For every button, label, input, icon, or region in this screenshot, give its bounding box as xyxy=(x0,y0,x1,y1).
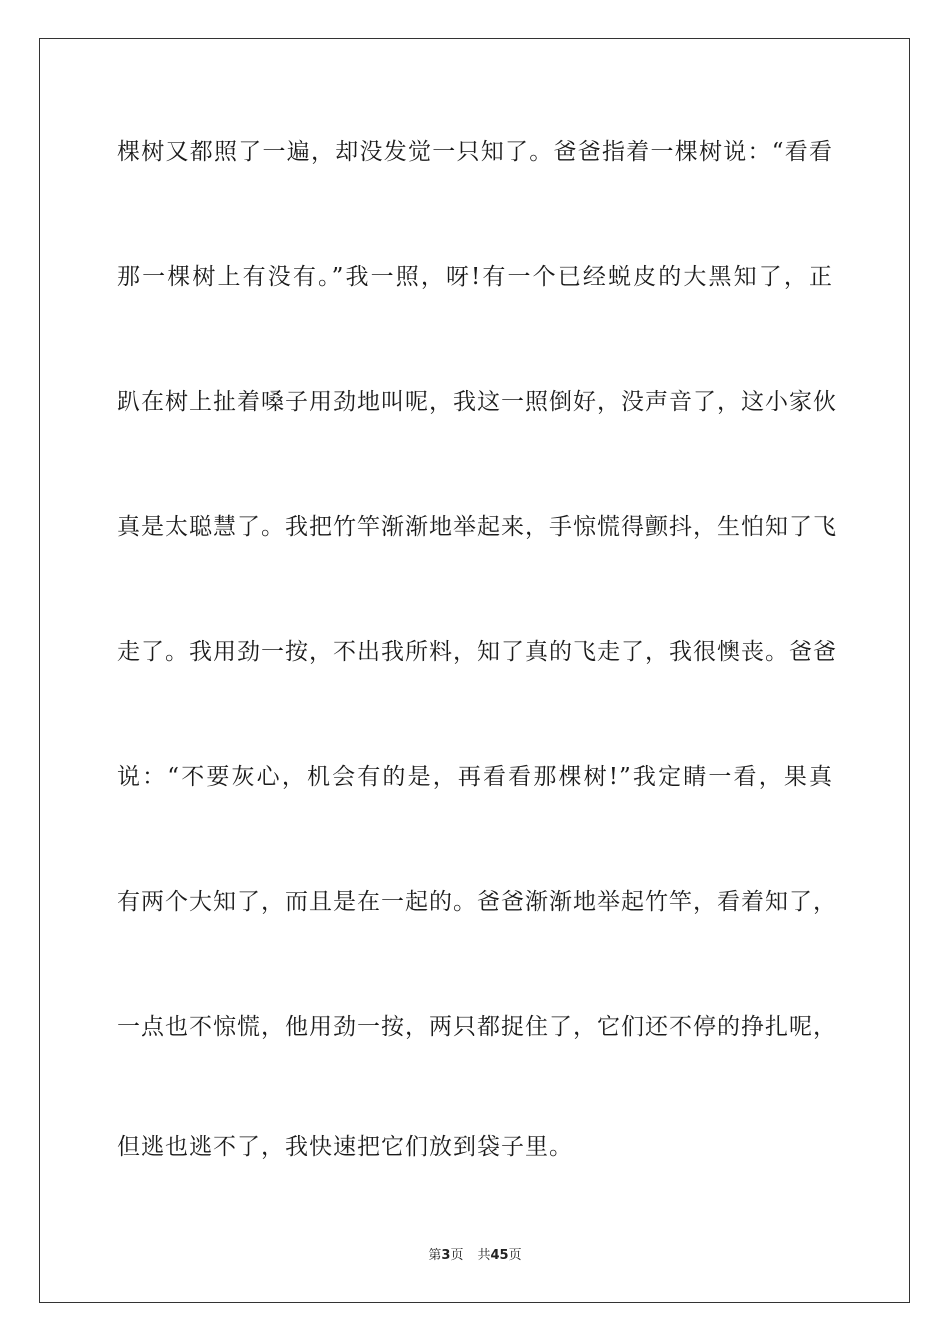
text-line: 有两个大知了，而且是在一起的。爸爸渐渐地举起竹竿，看着知了， xyxy=(117,889,837,915)
text-line: 棵树又都照了一遍，却没发觉一只知了。爸爸指着一棵树说：“看看 xyxy=(117,139,833,165)
text-line: 走了。我用劲一按，不出我所料，知了真的飞走了，我很懊丧。爸爸 xyxy=(117,639,837,665)
page-border xyxy=(39,38,910,1303)
text-line: 那一棵树上有没有。”我一照，呀!有一个已经蜕皮的大黑知了，正 xyxy=(117,264,833,290)
page-number: 3 xyxy=(441,1248,451,1263)
page-label-suffix: 页 xyxy=(450,1248,464,1263)
total-label-prefix: 共 xyxy=(477,1248,491,1263)
page-footer xyxy=(0,1246,950,1266)
text-line: 但逃也逃不了，我快速把它们放到袋子里。 xyxy=(117,1134,573,1160)
page-label-prefix: 第 xyxy=(428,1248,442,1263)
text-line: 说：“不要灰心，机会有的是，再看看那棵树!”我定睛一看，果真 xyxy=(117,764,833,790)
text-line: 一点也不惊慌，他用劲一按，两只都捉住了，它们还不停的挣扎呢， xyxy=(117,1014,837,1040)
text-line: 真是太聪慧了。我把竹竿渐渐地举起来，手惊慌得颤抖，生怕知了飞 xyxy=(117,514,837,540)
text-line: 趴在树上扯着嗓子用劲地叫呢，我这一照倒好，没声音了，这小家伙 xyxy=(117,389,837,415)
total-pages: 45 xyxy=(490,1248,509,1263)
total-label-suffix: 页 xyxy=(508,1248,522,1263)
